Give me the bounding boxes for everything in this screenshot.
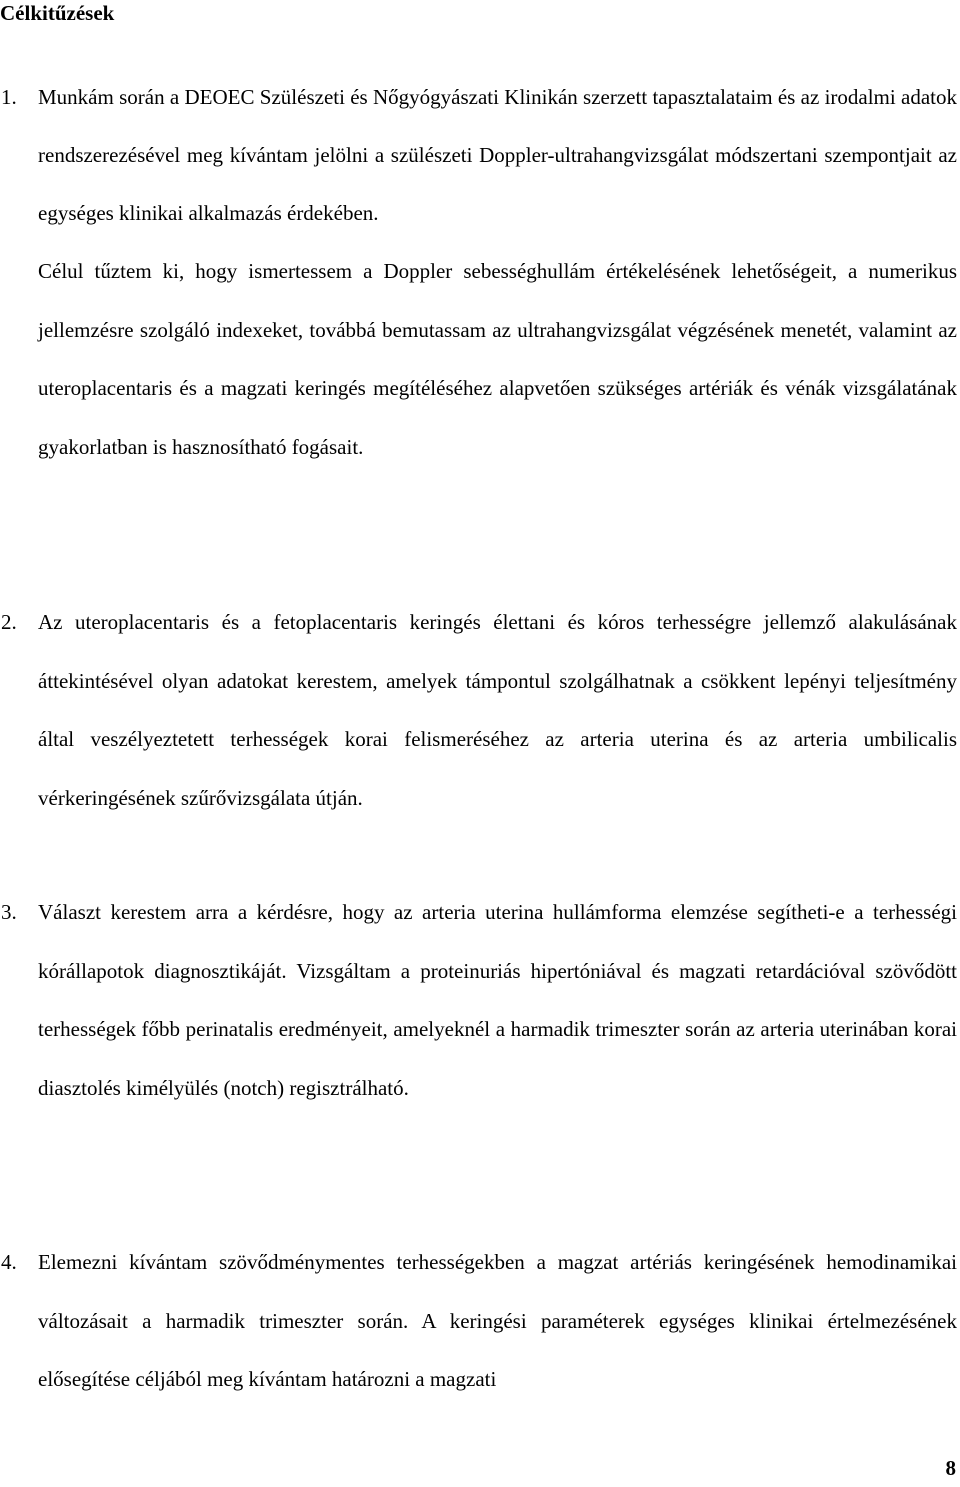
item-body — [38, 883, 957, 1117]
paragraph: Választ kerestem arra a kérdésre, hogy az arteria uterina hullámforma elemzése segítheti-e a terhességi kórállapotok diagnosztikáját. Vizsgáltam a proteinuriás hipertóniával és magzati retardációval szövődött terhességek főbb perinatalis eredményeit, amelyeknél a harmadik trimeszter során az arteria uterinában korai diasztolés kimélyülés (notch) regisztrálható. — [38, 900, 957, 1100]
paragraph: Munkám során a DEOEC Szülészeti és Nőgyógyászati Klinikán szerzett tapasztalataim és az irodalmi adatok rendszerezésével meg kívántam jelölni a szülészeti Doppler-ultrahangvizsgálat módszertani szempontjait az egységes klinikai alkalmazás érdekében. — [38, 85, 957, 225]
objective-item-3 — [0, 883, 957, 1117]
paragraph: Az uteroplacentaris és a fetoplacentaris keringés élettani és kóros terhességre jellemző alakulásának áttekintésével olyan adatokat kerestem, amelyek támpontul szolgálhatnak a csökkent lepényi teljesítmény által veszélyeztetett terhességek korai felismeréséhez az arteria uterina és az arteria umbilicalis vérkeringésének szűrővizsgálata útján. — [38, 610, 957, 810]
item-number: 1. — [1, 85, 17, 109]
objective-item-4 — [0, 1233, 957, 1409]
paragraph: Célul tűztem ki, hogy ismertessem a Doppler sebességhullám értékelésének lehetőségeit, a numerikus jellemzésre szolgáló indexeket, továbbá bemutassam az ultrahangvizsgálat végzésének menetét, valamint az uteroplacentaris és a magzati keringés megítéléséhez alapvetően szükséges artériák és vénák vizsgálatának gyakorlatban is hasznosítható fogásait. — [38, 259, 957, 459]
paragraph: Elemezni kívántam szövődménymentes terhességekben a magzat artériás keringésének hemodinamikai változásait a harmadik trimeszter során. A keringési paraméterek egységes klinikai értelmezésének elősegítése céljából meg kívántam határozni a magzati — [38, 1250, 957, 1391]
item-number: 4. — [1, 1250, 17, 1274]
item-body — [38, 593, 957, 827]
section-heading: Célkitűzések — [0, 1, 115, 25]
item-number: 2. — [1, 610, 17, 634]
item-body — [38, 68, 957, 476]
objective-item-2 — [0, 593, 957, 827]
objective-item-1 — [0, 68, 957, 476]
item-body — [38, 1233, 957, 1409]
page-number: 8 — [945, 1456, 956, 1480]
item-number: 3. — [1, 900, 17, 924]
